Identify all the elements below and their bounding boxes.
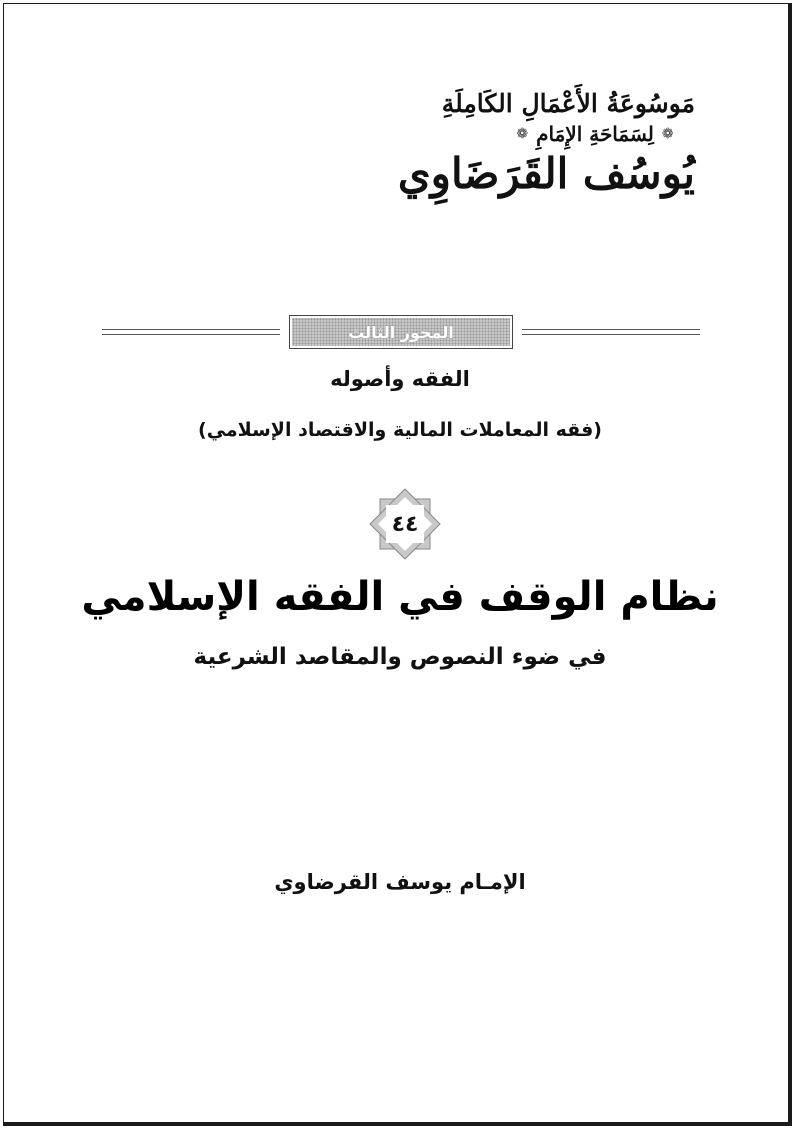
volume-number: ٤٤: [391, 511, 419, 537]
axis-label-box: [289, 315, 513, 349]
series-logo: [397, 88, 695, 200]
ornament-icon: ❁: [661, 126, 674, 142]
logo-line-row: [495, 120, 695, 148]
category-title: الفقه وأصوله: [330, 367, 470, 391]
axis-label: المحور الثالث: [292, 318, 510, 346]
book-subtitle: في ضوء النصوص والمقاصد الشرعية: [193, 644, 607, 670]
logo-line-imam: لِسَمَاحَةِ الإِمَامِ: [536, 122, 654, 146]
subcategory-title: (فقه المعاملات المالية والاقتصاد الإسلامي): [198, 419, 602, 441]
ornament-icon: ❁: [516, 126, 529, 142]
logo-line-name: يُوسُف القَرَضَاوِي: [397, 149, 695, 198]
book-title: نظام الوقف في الفقه الإسلامي: [81, 574, 719, 620]
logo-line-encyclopedia: مَوسُوعَةُ الأَعْمَالِ الكَامِلَةِ: [441, 89, 695, 118]
divider-line: [522, 329, 700, 335]
divider-line: [102, 329, 280, 335]
author-name: الإمـام يوسف القرضاوي: [274, 870, 526, 894]
section-header: [102, 315, 700, 351]
